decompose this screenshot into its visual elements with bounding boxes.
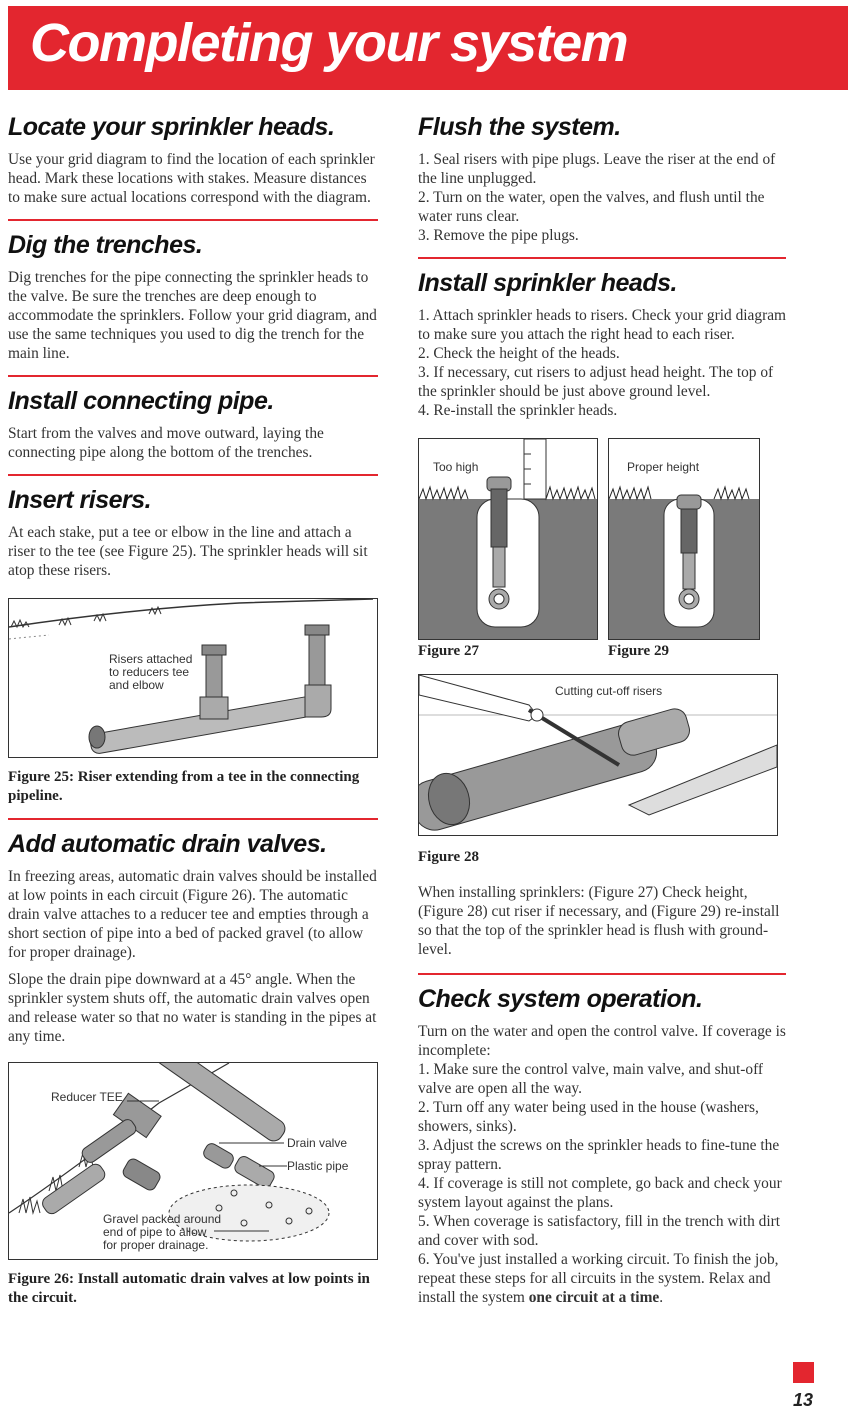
left-column	[8, 113, 378, 1308]
section-divider	[418, 257, 786, 259]
section-divider	[8, 219, 378, 221]
section-divider	[8, 818, 378, 820]
label-plastic-pipe: Plastic pipe	[287, 1159, 349, 1173]
text-drain-1: In freezing areas, automatic drain valves should be installed at low points in each circuit (Figure 26). The automatic drain valve attaches to a reducer tee and empties through a short section of pipe into a bed of packed gravel (to allow for proper drainage).	[8, 868, 377, 961]
step: 3. Remove the pipe plugs.	[418, 227, 579, 244]
text-dig: Dig trenches for the pipe connecting the sprinkler heads to the valve. Be sure the trenches are deep enough to accommodate the sprinklers. Follow your grid diagram, and use the same techniques you used to dig the trench for the main line.	[8, 269, 377, 362]
heading-risers: Insert risers.	[8, 486, 152, 514]
section-divider	[418, 973, 786, 975]
steps-flush	[418, 150, 786, 245]
heading-connecting: Install connecting pipe.	[8, 387, 274, 415]
heading-locate: Locate your sprinkler heads.	[8, 113, 335, 141]
label-cutting: Cutting cut-off risers	[555, 684, 663, 698]
step: 5. When coverage is satisfactory, fill in the trench with dirt and cover with sod.	[418, 1213, 780, 1249]
step: 1. Make sure the control valve, main valve, and shut-off valve are open all the way.	[418, 1061, 764, 1097]
section-risers	[8, 486, 378, 806]
figure-25	[8, 598, 378, 758]
text-figures-note: When installing sprinklers: (Figure 27) Check height, (Figure 28) cut riser if necessary, and (Figure 29) re-install so that the top of the sprinkler head is flush with ground-level.	[418, 884, 780, 958]
label-risers: Risers attached to reducers tee and elbow	[109, 652, 193, 692]
section-locate	[8, 113, 378, 207]
step: 2. Check the height of the heads.	[418, 345, 620, 362]
step: 1. Seal risers with pipe plugs. Leave the riser at the end of the line unplugged.	[418, 151, 776, 187]
label-drain-valve: Drain valve	[287, 1136, 348, 1150]
title-banner	[8, 6, 848, 90]
step: 3. Adjust the screws on the sprinkler heads to fine-tune the spray pattern.	[418, 1137, 780, 1173]
step: 4. If coverage is still not complete, go back and check your system layout against the plans.	[418, 1175, 782, 1211]
text-drain-2: Slope the drain pipe downward at a 45° angle. When the sprinkler system shuts off, the automatic drain valves open and release water so that no water is standing in the pipes at any time.	[8, 971, 377, 1045]
page-marker	[793, 1362, 814, 1383]
caption-figure-29: Figure 29	[608, 643, 669, 659]
page-title: Completing your system	[30, 13, 628, 73]
heading-flush: Flush the system.	[418, 113, 621, 141]
section-divider	[8, 474, 378, 476]
figure-28	[418, 674, 778, 836]
section-connecting	[8, 387, 378, 462]
page-number: 13	[793, 1390, 814, 1410]
figures-27-29	[418, 438, 786, 668]
heading-check: Check system operation.	[418, 985, 703, 1013]
caption-figure-27: Figure 27	[418, 643, 479, 659]
section-check	[418, 985, 786, 1307]
section-install-heads	[418, 269, 786, 959]
step: 2. Turn off any water being used in the house (washers, showers, sinks).	[418, 1099, 759, 1135]
step: 4. Re-install the sprinkler heads.	[418, 402, 618, 419]
intro: Turn on the water and open the control valve. If coverage is incomplete:	[418, 1023, 786, 1059]
steps-install-heads	[418, 306, 786, 420]
heading-drain: Add automatic drain valves.	[8, 830, 327, 858]
section-dig	[8, 231, 378, 363]
caption-figure-28: Figure 28	[418, 849, 479, 865]
section-flush	[418, 113, 786, 245]
step-last	[418, 1250, 786, 1307]
step-last-end: .	[659, 1289, 664, 1306]
step: 1. Attach sprinkler heads to risers. Check your grid diagram to make sure you attach the right head to each riser.	[418, 307, 786, 343]
text-locate: Use your grid diagram to find the location of each sprinkler head. Mark these locations with stakes. Measure distances to make sure actual locations correspond with the diagram.	[8, 151, 375, 206]
label-too-high: Too high	[433, 460, 479, 474]
section-divider	[8, 375, 378, 377]
label-reducer-tee: Reducer TEE	[51, 1090, 123, 1104]
section-drain	[8, 830, 378, 1308]
figure-27	[418, 438, 598, 640]
step: 3. If necessary, cut risers to adjust head height. The top of the sprinkler should be just above ground level.	[418, 364, 774, 400]
steps-check	[418, 1022, 786, 1307]
step-last-text: 6. You've just installed a working circuit. To finish the job, repeat these steps for all circuits in the system. Relax and install the system	[418, 1251, 779, 1306]
step: 2. Turn on the water, open the valves, and flush until the water runs clear.	[418, 189, 765, 225]
heading-dig: Dig the trenches.	[8, 231, 203, 259]
label-gravel: Gravel packed around end of pipe to allow for proper drainage.	[103, 1212, 222, 1252]
text-connecting: Start from the valves and move outward, laying the connecting pipe along the bottom of the trenches.	[8, 425, 324, 461]
heading-install-heads: Install sprinkler heads.	[418, 269, 677, 297]
text-risers: At each stake, put a tee or elbow in the line and attach a riser to the tee (see Figure 25). The sprinkler heads will sit atop these risers.	[8, 524, 368, 579]
figure-29	[608, 438, 760, 640]
step-last-emphasis: one circuit at a time	[528, 1289, 660, 1306]
figure-26	[8, 1062, 378, 1260]
label-proper-height: Proper height	[627, 460, 700, 474]
right-column	[418, 113, 786, 1307]
caption-figure-25: Figure 25: Riser extending from a tee in the connecting pipeline.	[8, 769, 360, 804]
caption-figure-26: Figure 26: Install automatic drain valves at low points in the circuit.	[8, 1271, 370, 1306]
